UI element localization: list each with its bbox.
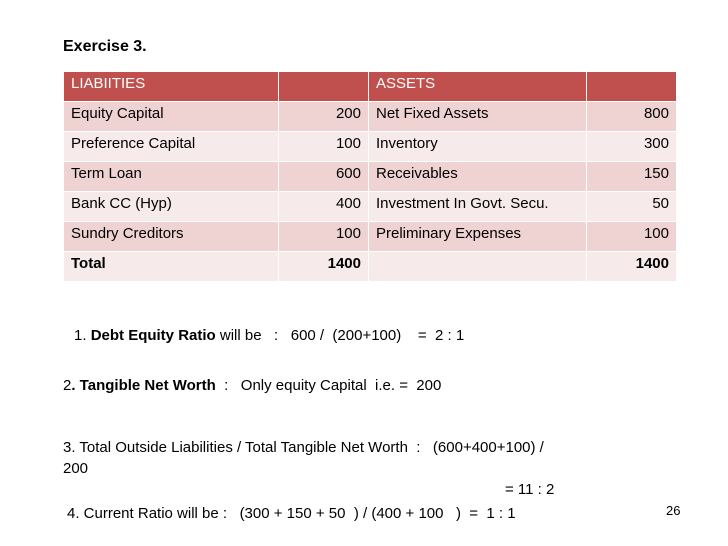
page-number: 26 [666, 503, 681, 518]
asset-amount: 150 [587, 162, 677, 192]
header-assets: ASSETS [369, 72, 587, 102]
item1-number: 1. [74, 327, 91, 344]
tangible-net-worth-line [63, 377, 441, 394]
current-ratio-line: 4. Current Ratio will be : (300 + 150 + 50 ) / (400 + 100 ) = 1 : 1 [67, 505, 516, 522]
asset-name: Receivables [369, 162, 587, 192]
liability-name: Preference Capital [64, 132, 279, 162]
asset-name: Investment In Govt. Secu. [369, 192, 587, 222]
total-label: Total [64, 252, 279, 282]
total-liabilities-amount: 1400 [279, 252, 369, 282]
table-row [64, 162, 677, 192]
item2-number: 2 [63, 377, 72, 394]
header-liabilities-amount [279, 72, 369, 102]
liability-amount: 100 [279, 132, 369, 162]
table-row [64, 102, 677, 132]
item1-label: Debt Equity Ratio [90, 327, 216, 344]
liability-amount: 600 [279, 162, 369, 192]
total-assets-amount: 1400 [587, 252, 677, 282]
header-liabilities: LIABIITIES [64, 72, 279, 102]
asset-name: Preliminary Expenses [369, 222, 587, 252]
item1-text: will be : 600 / (200+100) = 2 : 1 [215, 327, 465, 344]
table-row [64, 192, 677, 222]
item2-text: : Only equity Capital i.e. = 200 [215, 377, 442, 394]
item2-label: . Tangible Net Worth [71, 377, 216, 394]
asset-amount: 300 [587, 132, 677, 162]
tol-tnw-line-2: 200 [63, 460, 89, 477]
liability-amount: 400 [279, 192, 369, 222]
asset-name: Net Fixed Assets [369, 102, 587, 132]
header-assets-amount [587, 72, 677, 102]
asset-amount: 800 [587, 102, 677, 132]
liability-name: Equity Capital [64, 102, 279, 132]
table-row [64, 222, 677, 252]
table-row [64, 132, 677, 162]
liability-name: Sundry Creditors [64, 222, 279, 252]
tol-tnw-result: = 11 : 2 [505, 481, 555, 498]
debt-equity-ratio-line [74, 327, 464, 344]
liability-name: Term Loan [64, 162, 279, 192]
liability-amount: 200 [279, 102, 369, 132]
tol-tnw-line-1: 3. Total Outside Liabilities / Total Tangible Net Worth : (600+400+100) / [63, 439, 544, 456]
table-header-row [64, 72, 677, 102]
table-total-row [64, 252, 677, 282]
liability-name: Bank CC (Hyp) [64, 192, 279, 222]
balance-sheet-table [63, 71, 677, 282]
liability-amount: 100 [279, 222, 369, 252]
asset-amount: 100 [587, 222, 677, 252]
asset-name: Inventory [369, 132, 587, 162]
asset-amount: 50 [587, 192, 677, 222]
total-asset-label [369, 252, 587, 282]
slide-title: Exercise 3. [63, 38, 147, 55]
